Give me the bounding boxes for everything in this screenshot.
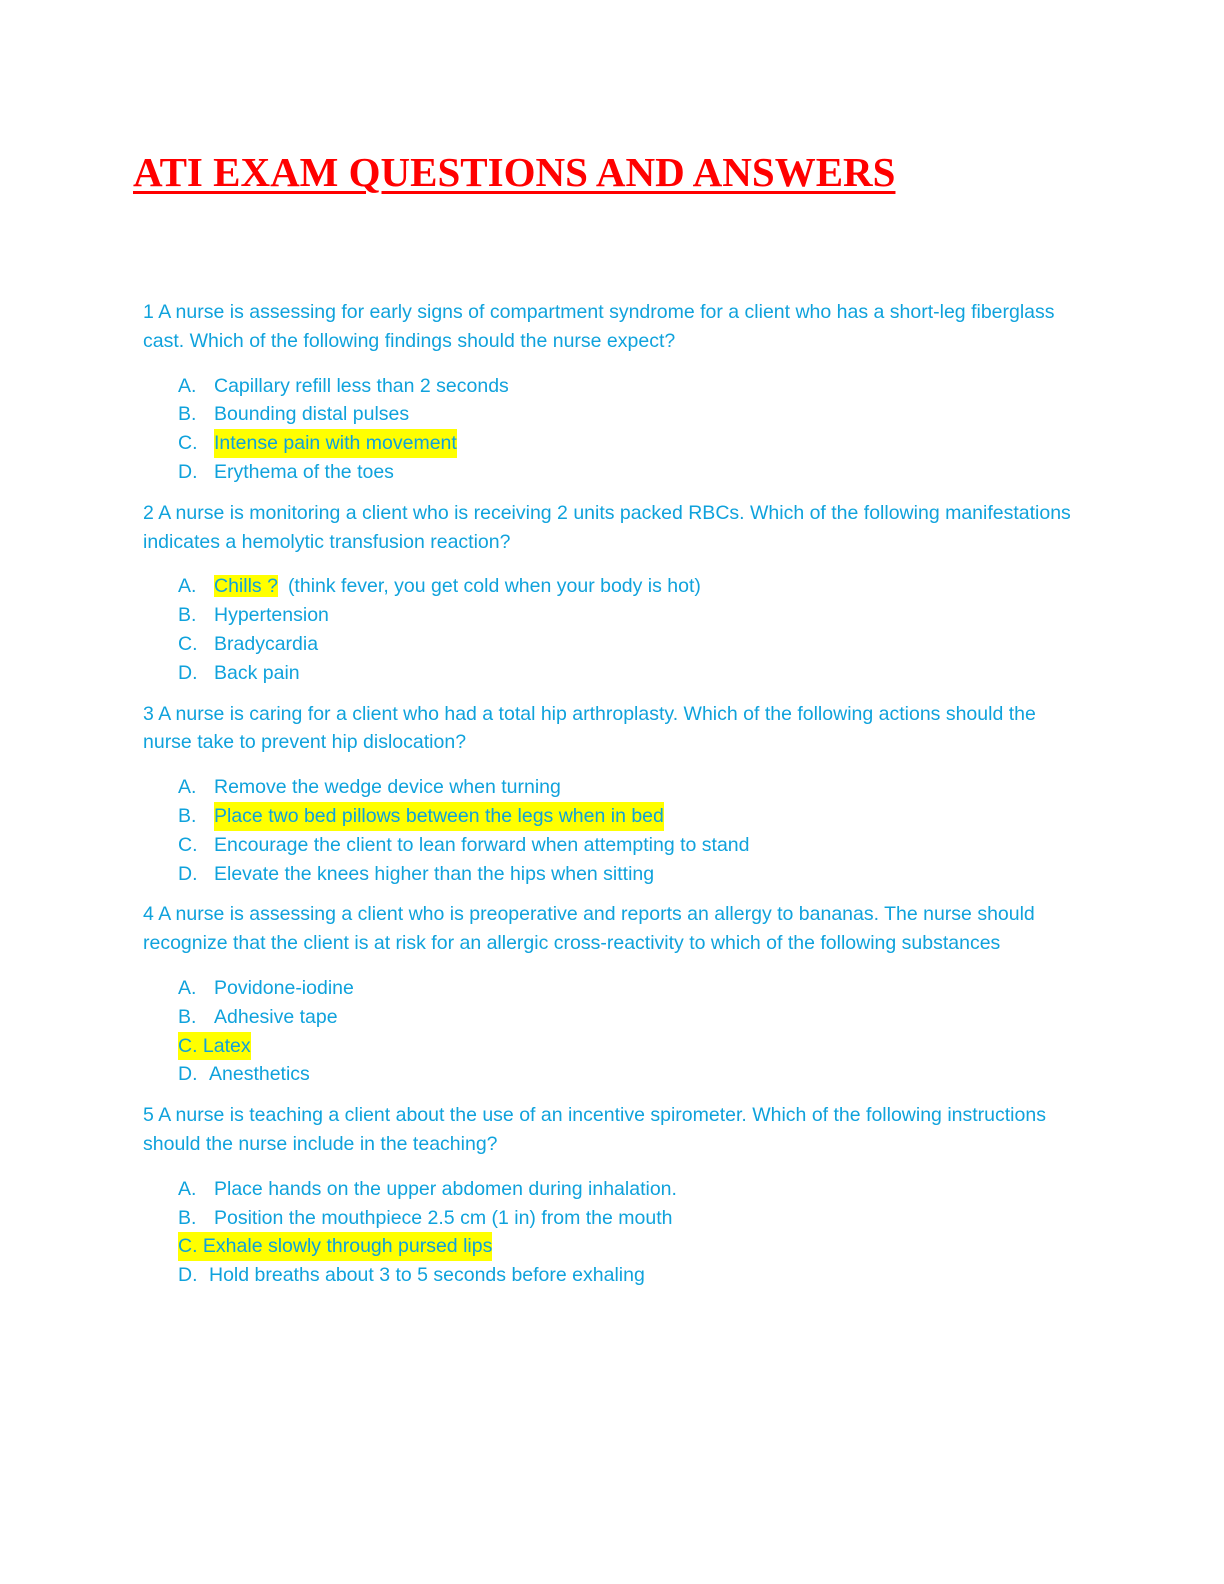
question-4-stem [143,900,1083,958]
option-c [143,630,1083,659]
option-d [143,659,1083,688]
option-letter: A. [178,575,197,598]
option-b [143,1204,1083,1233]
question-number: 1 [143,301,154,323]
option-text: Latex [202,1034,251,1057]
question-1-options [143,372,1083,487]
option-c-answer [143,429,1083,458]
option-letter: B. [178,604,197,627]
option-d [143,458,1083,487]
option-text: Bounding distal pulses [214,403,410,426]
option-b-answer [143,802,1083,831]
option-text: Elevate the knees higher than the hips when sitting [214,862,655,885]
question-5-stem [143,1101,1083,1159]
option-letter: D. [178,1264,198,1287]
option-d [143,1261,1083,1290]
question-3-stem [143,700,1083,758]
highlighted-answer [178,1032,251,1061]
option-letter: D. [178,862,198,885]
question-text: A nurse is assessing for early signs of compartment syndrome for a client who has a short-leg fiberglass cast. Which of the following findings should the nurse expect? [143,301,1055,352]
option-a [143,1175,1083,1204]
option-letter: D. [178,1063,198,1086]
question-number: 2 [143,501,154,524]
option-text: Capillary refill less than 2 seconds [214,374,509,397]
question-2-stem [143,499,1083,557]
highlighted-answer [178,1232,492,1261]
question-5-options [143,1175,1083,1290]
option-letter: C. [178,1034,198,1057]
option-letter: A. [178,776,197,799]
page-title: ATI EXAM QUESTIONS AND ANSWERS [133,149,896,195]
question-3 [143,700,1083,889]
question-1-stem [143,298,1083,356]
option-letter: A. [178,374,197,397]
option-letter: C. [178,632,198,655]
option-text-group [214,572,701,601]
option-letter: C. [178,833,198,856]
option-a [143,974,1083,1003]
option-text: Position the mouthpiece 2.5 cm (1 in) from the mouth [214,1206,673,1229]
option-c-answer [143,1032,1083,1061]
question-number: 5 [143,1104,154,1127]
question-5 [143,1101,1083,1290]
option-text: Place hands on the upper abdomen during inhalation. [214,1177,677,1200]
option-letter: B. [178,403,197,426]
option-text: Back pain [214,661,300,684]
option-a [143,372,1083,401]
option-c-answer [143,1232,1083,1261]
option-text: Exhale slowly through pursed lips [202,1235,493,1258]
option-text: Remove the wedge device when turning [214,776,561,799]
option-letter: D. [178,460,198,483]
question-text: A nurse is monitoring a client who is receiving 2 units packed RBCs. Which of the following manifestations indicates a hemolytic transfusion reaction? [143,501,1071,553]
option-a [143,773,1083,802]
option-text: Hold breaths about 3 to 5 seconds before exhaling [209,1264,645,1287]
option-a-answer [143,572,1083,601]
option-letter: B. [178,1005,197,1028]
option-text: Povidone-iodine [214,976,354,999]
option-letter: B. [178,1206,197,1229]
option-c [143,831,1083,860]
question-number: 4 [143,903,154,926]
option-letter: C. [178,432,198,455]
question-1 [143,298,1083,487]
option-text: Anesthetics [209,1063,310,1086]
option-letter: A. [178,1177,197,1200]
option-d [143,1060,1083,1089]
question-2 [143,499,1083,688]
highlighted-answer: Intense pain with movement [214,429,457,458]
highlighted-answer: Place two bed pillows between the legs when in bed [214,802,664,831]
option-b [143,601,1083,630]
question-4 [143,900,1083,1089]
answer-note: (think fever, you get cold when your body is hot) [287,575,701,598]
option-text: Hypertension [214,604,329,627]
question-text: A nurse is caring for a client who had a total hip arthroplasty. Which of the following actions should the nurse take to prevent hip dislocation? [143,702,1036,754]
option-b [143,1003,1083,1032]
option-d [143,860,1083,889]
option-letter: C. [178,1235,198,1258]
option-letter: D. [178,661,198,684]
option-letter: A. [178,976,197,999]
question-text: A nurse is teaching a client about the use of an incentive spirometer. Which of the following instructions should the nurse include in the teaching? [143,1104,1046,1155]
option-letter: B. [178,804,197,827]
question-number: 3 [143,702,154,725]
option-text: Erythema of the toes [214,460,394,483]
option-text: Adhesive tape [214,1005,338,1028]
question-list [143,298,1083,1302]
option-text: Bradycardia [214,632,319,655]
question-text: A nurse is assessing a client who is preoperative and reports an allergy to bananas. The nurse should recognize that the client is at risk for an allergic cross-reactivity to which of the following substances [143,903,1035,955]
option-b [143,400,1083,429]
option-text: Encourage the client to lean forward when attempting to stand [214,833,750,856]
highlighted-answer: Chills ? [214,575,278,598]
question-4-options [143,974,1083,1089]
question-3-options [143,773,1083,888]
question-2-options [143,572,1083,687]
